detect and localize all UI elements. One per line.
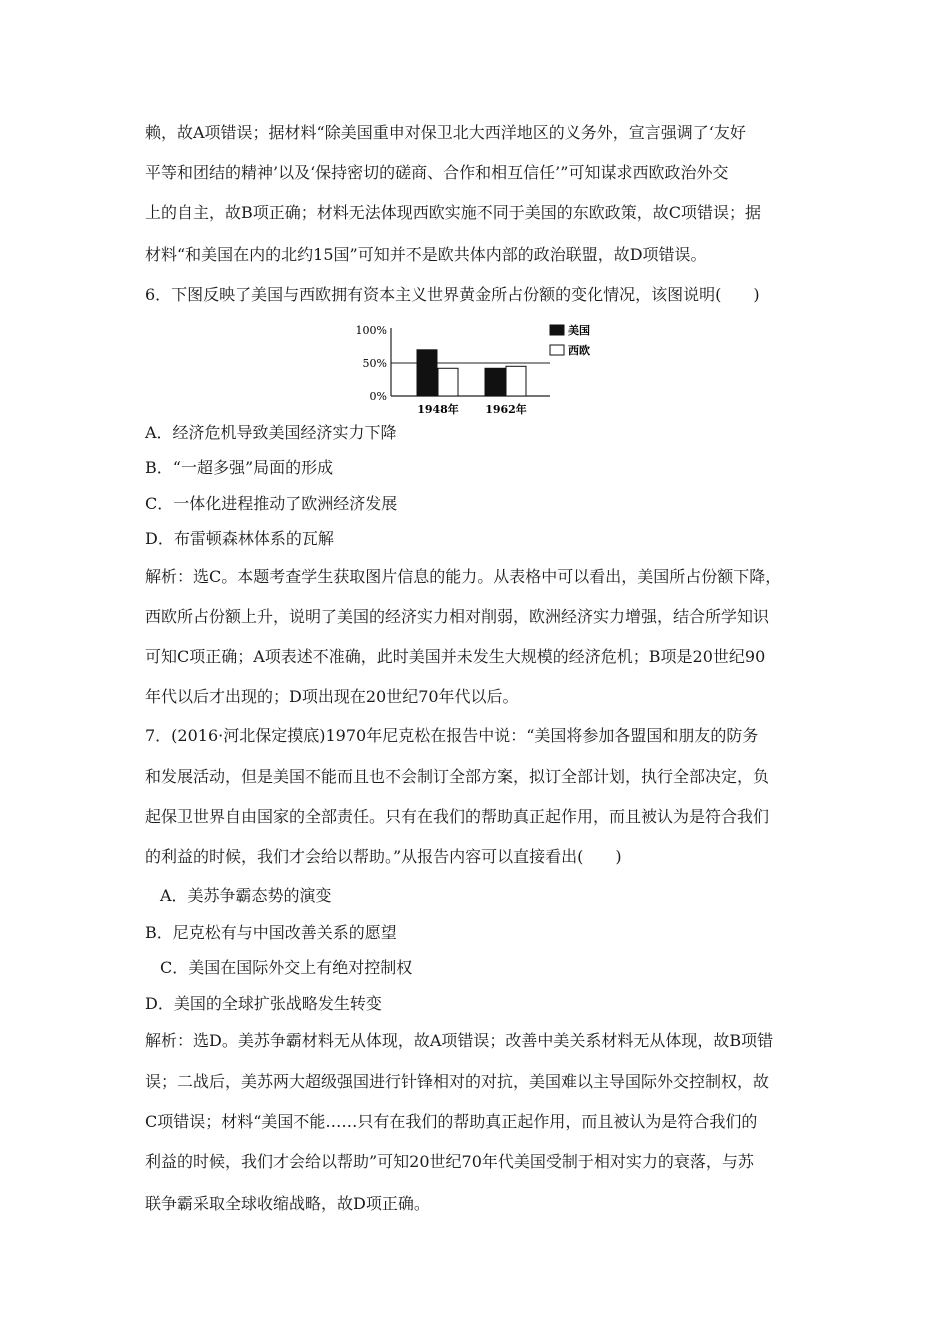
text-line-2: 平等和团结的精神’以及‘保持密切的磋商、合作和相互信任’”可知谋求西欧政治外交 — [145, 163, 729, 182]
analysis-7-line-5: 联争霸采取全球收缩战略，故D项正确。 — [145, 1194, 430, 1213]
question-6-stem: 6．下图反映了美国与西欧拥有资本主义世界黄金所占份额的变化情况，该图说明( ) — [145, 285, 760, 304]
x-tick-label: 1962年 — [485, 403, 527, 416]
x-tick-label: 1948年 — [417, 403, 459, 416]
bar-western-europe-1 — [438, 368, 458, 396]
text-line-4: 材料“和美国在内的北约15国”可知并不是欧共体内部的政治联盟，故D项错误。 — [145, 245, 707, 264]
analysis-6-line-4: 年代以后才出现的；D项出现在20世纪70年代以后。 — [145, 687, 519, 706]
question-7-line-3: 起保卫世界自由国家的全部责任。只有在我们的帮助真正起作用，而且被认为是符合我们 — [145, 807, 770, 826]
option-6b: B．“一超多强”局面的形成 — [145, 458, 334, 477]
option-6c: C．一体化进程推动了欧洲经济发展 — [145, 494, 398, 513]
question-7-line-2: 和发展活动，但是美国不能而且也不会制订全部方案，拟订全部计划，执行全部决定，负 — [145, 767, 770, 786]
analysis-6-line-2: 西欧所占份额上升，说明了美国的经济实力相对削弱，欧洲经济实力增强，结合所学知识 — [145, 607, 770, 626]
analysis-6-line-1: 解析：选C。本题考查学生获取图片信息的能力。从表格中可以看出，美国所占份额下降， — [145, 567, 782, 586]
text-line-3: 上的自主，故B项正确；材料无法体现西欧实施不同于美国的东欧政策，故C项错误；据 — [145, 203, 762, 222]
option-6d: D．布雷顿森林体系的瓦解 — [145, 529, 334, 548]
text-line-1: 赖，故A项错误；据材料“除美国重申对保卫北大西洋地区的义务外，宣言强调了‘友好 — [145, 123, 746, 142]
question-7-line-1: 7．(2016·河北保定摸底)1970年尼克松在报告中说：“美国将参加各盟国和朋友的防务 — [145, 726, 759, 745]
bar-usa-1 — [417, 350, 437, 396]
option-7d: D．美国的全球扩张战略发生转变 — [145, 994, 382, 1013]
bar-western-europe-2 — [506, 366, 526, 396]
analysis-6-line-3: 可知C项正确；A项表述不准确，此时美国并未发生大规模的经济危机；B项是20世纪90 — [145, 647, 766, 666]
analysis-7-line-4: 利益的时候，我们才会给以帮助”可知20世纪70年代美国受制于相对实力的衰落，与苏 — [145, 1152, 754, 1171]
legend-swatch-western-europe — [550, 345, 564, 355]
y-tick-label: 50% — [362, 357, 387, 370]
analysis-7-line-2: 误；二战后，美苏两大超级强国进行针锋相对的对抗，美国难以主导国际外交控制权，故 — [145, 1072, 770, 1091]
bar-usa-2 — [485, 368, 505, 396]
option-6a: A．经济危机导致美国经济实力下降 — [145, 423, 397, 442]
analysis-7-line-1: 解析：选D。美苏争霸材料无从体现，故A项错误；改善中美关系材料无从体现，故B项错 — [145, 1031, 774, 1050]
legend-label-western-europe: 西欧 — [568, 344, 590, 357]
analysis-7-line-3: C项错误；材料“美国不能……只有在我们的帮助真正起作用，而且被认为是符合我们的 — [145, 1112, 758, 1131]
option-7c: C．美国在国际外交上有绝对控制权 — [160, 958, 413, 977]
legend-label-usa: 美国 — [568, 324, 590, 337]
gold-share-bar-chart — [330, 313, 630, 423]
option-7b: B．尼克松有与中国改善关系的愿望 — [145, 923, 397, 942]
option-7a: A．美苏争霸态势的演变 — [160, 886, 332, 905]
y-tick-label: 100% — [355, 324, 387, 337]
legend-swatch-usa — [550, 325, 564, 335]
question-7-line-4: 的利益的时候，我们才会给以帮助。”从报告内容可以直接看出( ) — [145, 847, 622, 866]
y-tick-label: 0% — [369, 390, 387, 403]
